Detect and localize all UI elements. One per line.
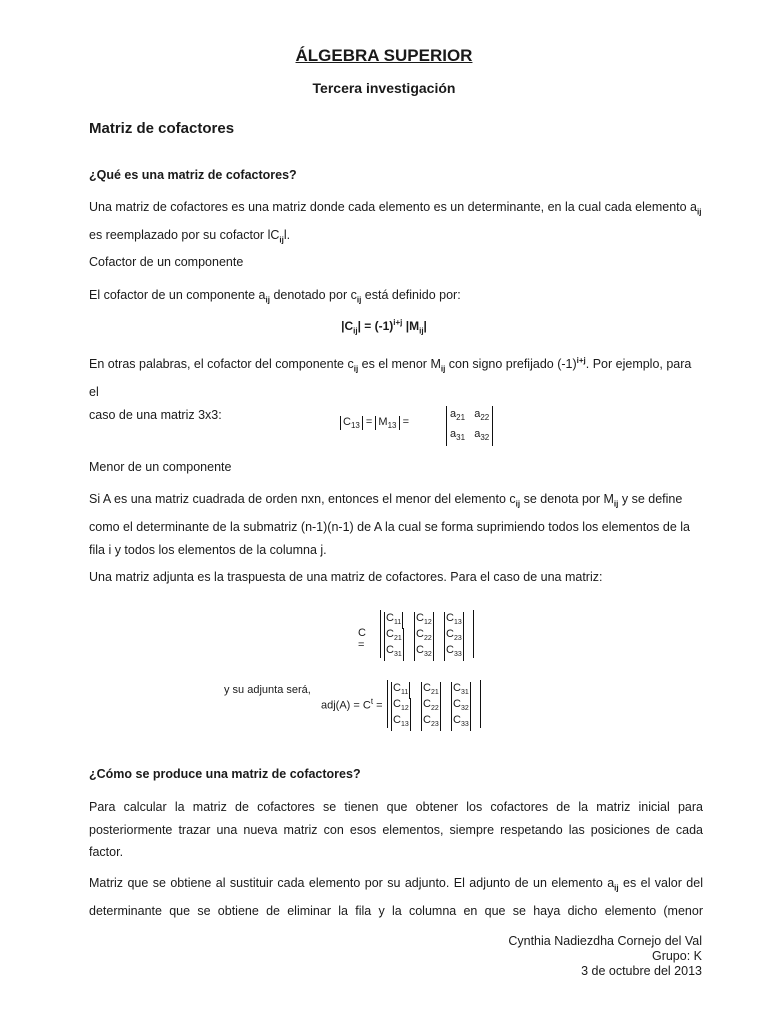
text-line: En otras palabras, el cofactor del componente c [89,357,354,372]
text-line: El cofactor de un componente a [89,288,266,302]
paragraph-minor-definition [89,488,703,561]
abs-m13: $M_{13}$ [375,416,399,430]
cofactor-formula [0,318,768,335]
text-line: con signo prefijado (-1) [445,357,577,372]
text-line: es el menor M [358,357,441,372]
subscript: ij [697,207,702,217]
matrix-cell: $C_{33}$ [444,644,464,661]
superscript: i+j [393,318,403,327]
paragraph-procedure [89,796,703,864]
abs-c13: $C_{13}$ [340,416,363,430]
text-line: denotado por c [269,288,357,302]
document-date: 3 de octubre del 2013 [581,964,702,978]
matrix-cell: $C_{13}$ [444,612,464,629]
subscript: ij [613,499,619,509]
matrix-cell: $C_{32}$ [414,644,434,661]
formula-part: | = (-1) [357,319,394,333]
adjoint-label: y su adjunta será, [224,684,311,696]
text-line: está definido por: [361,288,461,302]
question-heading-1: ¿Qué es una matriz de cofactores? [89,168,297,182]
text-line: Si A es una matriz cuadrada de orden nxn, entonces el menor del elemento c [89,492,516,506]
question-heading-2: ¿Cómo se produce una matriz de cofactores? [89,767,361,781]
minor-label: Menor de un componente [89,460,232,474]
formula-part: | [423,319,427,333]
text-line: factor. [89,845,124,859]
subscript: ij [265,295,270,305]
formula-part: |C [341,319,354,333]
matrix-cell: $C_{22}$ [414,628,434,645]
text-line: es reemplazado por su cofactor lC [89,228,280,242]
subscript: ij [515,499,521,509]
matrix-cell: $C_{33}$ [451,714,471,731]
matrix-cell: $C_{12}$ [391,698,411,715]
text-line: Una matriz de cofactores es una matriz donde cada elemento es un determinante, en la cual cada elemento a [89,200,697,214]
text-line: como el determinante de la submatriz (n-1)(n-1) de A la cual se forma suprimiendo todos los elementos de la [89,520,690,534]
subscript: ij [356,295,362,305]
section-heading: Matriz de cofactores [89,120,235,137]
text-line: caso de una matriz 3x3: [89,407,222,422]
text-line: se denota por M [520,492,614,506]
matrix-cell: $C_{21}$ [421,682,441,699]
text-line: y se define [618,492,683,506]
superscript: i+j [576,356,586,365]
subscript: ij [614,883,619,893]
paragraph-cofactor [89,284,703,312]
matrix-cell: $C_{31}$ [384,644,404,661]
cofactor-example-formula: $C_{13} = M_{13}$ = $a_{21}$ $a_{22}$ $a_{31}$ $a_{32}$ [340,405,480,443]
text-line: fila i y todos los elementos de la columna j. [89,542,327,557]
paragraph-adjunct [89,872,703,923]
matrix-cell: $C_{11}$ [384,612,403,629]
subscript: ij [279,235,284,245]
matrix-cell: $C_{32}$ [451,698,471,715]
matrix-cell: $C_{13}$ [391,714,411,731]
text-line: Matriz que se obtiene al sustituir cada elemento por su adjunto. El adjunto de un elemento a [89,876,615,890]
matrix-cell: $C_{12}$ [414,612,434,629]
text-line: determinante que se obtiene de eliminar la fila y la columna en que se haya dicho elemento (menor [89,904,703,918]
matrix-cell: $C_{31}$ [451,682,471,699]
text-line: . Por ejemplo, para el [89,357,692,400]
author-name: Cynthia Nadiezdha Cornejo del Val [508,934,702,948]
document-subtitle: Tercera investigación [312,80,456,96]
subscript: ij [353,326,358,336]
author-group: Grupo: K [651,949,702,963]
text-line: posteriormente trazar una nueva matriz con esos elementos, siempre respetando las posiciones de cada [89,822,703,837]
text-line: l. [283,228,291,242]
matrix-cell: $C_{23}$ [444,628,464,645]
cofactor-label: Cofactor de un componente [89,255,244,269]
matrix-cell: $C_{21}$ [384,628,404,645]
formula-part: |M [402,319,420,333]
paragraph-definition [89,196,703,252]
matrix-cell: $C_{22}$ [421,698,441,715]
document-title: ÁLGEBRA SUPERIOR [295,46,473,65]
subscript: ij [440,364,446,374]
matrix-cell: $C_{11}$ [391,682,410,699]
subscript: ij [419,326,424,336]
minor-determinant: $a_{21}$ $a_{22}$ $a_{31}$ $a_{32}$ [446,406,493,446]
matrix-cell: $C_{23}$ [421,714,441,731]
text-line: es el valor del [618,876,703,890]
author-footer [508,934,702,979]
subscript: ij [353,364,359,374]
text-line: Para calcular la matriz de cofactores se tienen que obtener los cofactores de la matriz inicial para [89,800,703,814]
paragraph-adjoint: Una matriz adjunta es la traspuesta de una matriz de cofactores. Para el caso de una matriz: [89,570,603,584]
